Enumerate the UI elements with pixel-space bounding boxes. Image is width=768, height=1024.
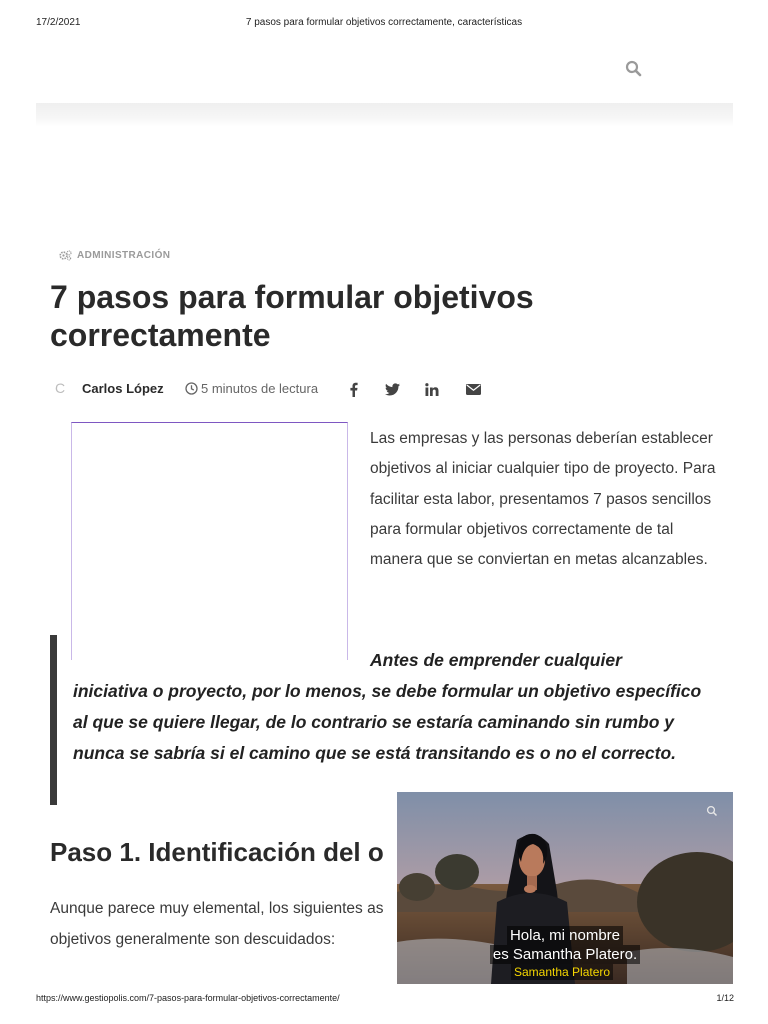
section-heading: Paso 1. Identificación del o — [50, 837, 384, 867]
article-title: 7 pasos para formular objetivos correctamente — [50, 279, 534, 353]
navigation-bar — [36, 103, 733, 127]
print-page-number: 1/12 — [716, 993, 734, 1003]
print-page-title: 7 pasos para formular objetivos correctamente, características — [245, 17, 523, 28]
facebook-icon[interactable] — [344, 380, 362, 398]
caption-line: Hola, mi nombre — [507, 926, 623, 945]
print-url: https://www.gestiopolis.com/7-pasos-para-formular-objetivos-correctamente/ — [36, 993, 340, 1003]
clock-icon — [185, 382, 198, 400]
body-line: objetivos generalmente son descuidados: — [50, 930, 336, 948]
intro-paragraph: Las empresas y las personas deberían establecer objetivos al iniciar cualquier tipo de proyecto. Para facilitar esta labor, presentamos 7 pasos sencillos para formular objetivos correctamente de tal manera que se conviertan en metas alcanzables. — [370, 430, 716, 569]
gears-icon — [59, 250, 72, 261]
body-line: Aunque parece muy elemental, los siguientes as — [50, 900, 384, 917]
media-embed-frame — [71, 422, 348, 660]
search-icon[interactable] — [706, 804, 718, 816]
author-avatar[interactable]: C — [55, 380, 66, 396]
category-link[interactable] — [59, 248, 170, 262]
envelope-icon[interactable] — [464, 380, 482, 398]
blockquote-first-line: Antes de emprender cualquier — [370, 650, 622, 670]
print-footer — [0, 993, 768, 1007]
linkedin-icon[interactable] — [423, 380, 441, 398]
article-meta — [55, 380, 495, 400]
reading-time: 5 minutos de lectura — [201, 381, 319, 396]
blockquote-bar — [50, 635, 57, 805]
category-label: ADMINISTRACIÓN — [77, 249, 171, 261]
caption-line: es Samantha Platero. — [490, 945, 640, 964]
print-date: 17/2/2021 — [36, 17, 81, 28]
author-name[interactable]: Carlos López — [82, 381, 164, 396]
print-header — [0, 17, 768, 31]
speaker-name-tag: Samantha Platero — [511, 964, 613, 980]
blockquote-text: iniciativa o proyecto, por lo menos, se debe formular un objetivo específico al que se quiere llegar, de lo contrario se estaría caminando sin rumbo y nunca se sabría si el camino que se está transitando es o no el correcto. — [73, 681, 702, 763]
twitter-icon[interactable] — [383, 380, 401, 398]
video-player[interactable] — [397, 792, 733, 984]
video-caption — [397, 926, 733, 964]
search-icon[interactable] — [624, 59, 644, 79]
